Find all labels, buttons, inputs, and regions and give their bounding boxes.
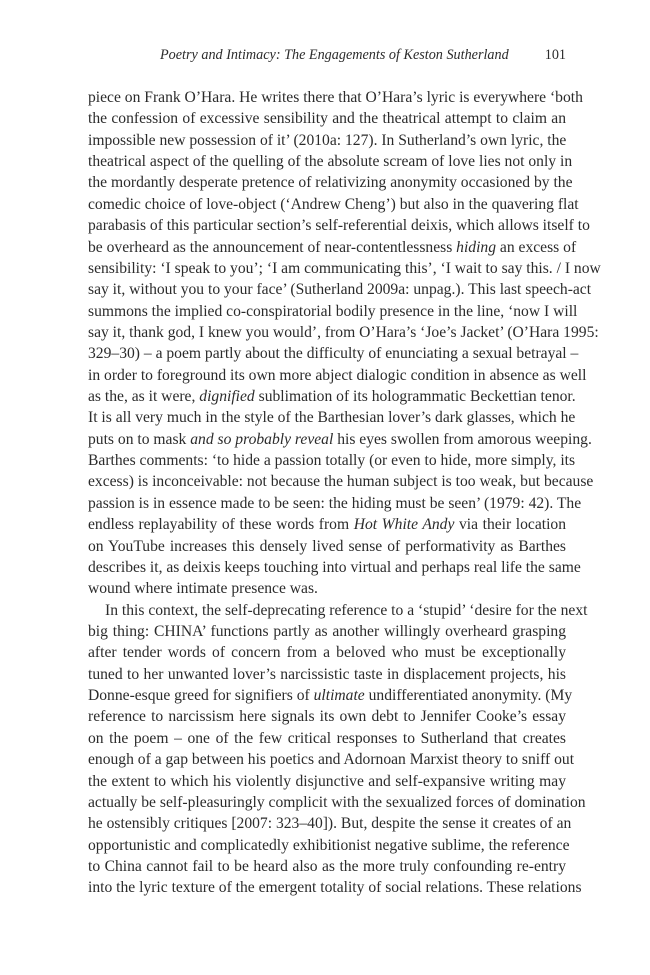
text-line (88, 621, 566, 642)
text-segment: on YouTube increases this densely lived sense of performativity as Barthes (88, 537, 566, 555)
text-line (88, 514, 566, 535)
text-line (88, 600, 588, 621)
text-line (88, 279, 592, 300)
text-segment: his eyes swollen from amorous weeping. (333, 430, 592, 448)
text-line (88, 877, 582, 898)
text-line (88, 792, 586, 813)
text-line (88, 322, 599, 343)
text-segment: be overheard as the announcement of near-contentlessness (88, 238, 457, 256)
text-segment: endless replayability of these words from (88, 516, 354, 534)
text-segment: into the lyric texture of the emergent totality of social relations. These relations (88, 879, 582, 897)
body-text (88, 87, 601, 899)
text-line (88, 685, 573, 706)
text-segment: actually be self-pleasuringly complicit with the sexualized forces of domination (88, 793, 586, 811)
text-line (88, 856, 566, 877)
text-segment: on the poem – one of the few critical responses to Sutherland that creates (88, 729, 566, 747)
running-head (88, 44, 566, 66)
text-segment: enough of a gap between his poetics and Adornoan Marxist theory to sniff out (88, 751, 575, 769)
text-segment: puts on to mask (88, 430, 191, 448)
italic-text: ultimate (313, 687, 365, 705)
italic-text: hiding (456, 238, 497, 256)
italic-text: dignified (199, 388, 255, 406)
page-number: 101 (544, 47, 566, 63)
text-line (88, 365, 587, 386)
text-line (88, 706, 566, 727)
text-segment: excess) is inconceivable: not because the human subject is too weak, but because (88, 473, 594, 491)
text-line (88, 130, 566, 151)
text-segment: say it, without you to your face’ (Sutherland 2009a: unpag.). This last speech-act (88, 281, 592, 299)
text-line (88, 151, 573, 172)
text-segment: the confession of excessive sensibility and the theatrical attempt to claim an (88, 110, 566, 128)
text-segment: tuned to her unwanted lover’s narcissistic taste in displacement projects, his (88, 665, 566, 683)
text-segment: the mordantly desperate pretence of relativizing anonymity occasioned by the (88, 174, 573, 192)
text-line (88, 835, 570, 856)
text-line (88, 450, 576, 471)
text-line (88, 749, 575, 770)
text-line (88, 536, 566, 557)
text-line (88, 194, 579, 215)
text-segment: as the, as it were, (88, 388, 200, 406)
text-line (88, 493, 582, 514)
text-segment: passion is in essence made to be seen: the hiding must be seen’ (1979: 42). The (88, 494, 582, 512)
text-line (88, 642, 566, 663)
text-line (88, 429, 592, 450)
text-segment: sensibility: ‘I speak to you’; ‘I am communicating this’, ‘I wait to say this. / I now (88, 259, 601, 277)
text-line (88, 771, 566, 792)
text-segment: big thing: CHINA’ functions partly as another willingly overheard grasping (88, 622, 566, 640)
text-segment: an excess of (496, 238, 577, 256)
text-line (88, 87, 583, 108)
text-segment: via their location (454, 516, 567, 534)
text-segment: say it, thank god, I knew you would’, from O’Hara’s ‘Joe’s Jacket’ (O’Hara 1995: (88, 323, 599, 341)
text-line (88, 215, 590, 236)
text-segment: he ostensibly critiques [2007: 323–40]). But, despite the sense it creates of an (88, 815, 572, 833)
text-segment: piece on Frank O’Hara. He writes there that O’Hara’s lyric is everywhere ‘both (88, 89, 583, 106)
text-segment: In this context, the self-deprecating reference to a ‘stupid’ ‘desire for the next (105, 601, 588, 619)
text-line (88, 578, 566, 599)
text-line (88, 407, 576, 428)
text-segment: It is all very much in the style of the Barthesian lover’s dark glasses, which he (88, 409, 576, 427)
text-segment: comedic choice of love-object (‘Andrew Cheng’) but also in the quavering flat (88, 195, 579, 213)
text-segment: sublimation of its hologrammatic Beckettian tenor. (254, 388, 576, 406)
text-line (88, 172, 573, 193)
text-segment: describes it, as deixis keeps touching into virtual and perhaps real life the same (88, 558, 581, 576)
text-segment: reference to narcissism here signals its own debt to Jennifer Cooke’s essay (88, 708, 566, 726)
text-segment: 329–30) – a poem partly about the difficulty of enunciating a sexual betrayal – (88, 345, 579, 363)
text-line (88, 386, 576, 407)
text-line (88, 813, 572, 834)
text-line (88, 258, 601, 279)
text-line (88, 343, 579, 364)
text-line (88, 108, 566, 129)
text-segment: undifferentiated anonymity. (My (364, 687, 573, 705)
text-line (88, 471, 594, 492)
text-segment: wound where intimate presence was. (88, 580, 318, 598)
text-segment: theatrical aspect of the quelling of the absolute scream of love lies not only in (88, 153, 573, 171)
text-line (88, 237, 577, 258)
text-segment: to China cannot fail to be heard also as the more truly confounding re-entry (88, 857, 566, 875)
text-segment: opportunistic and complicatedly exhibitionist negative sublime, the reference (88, 836, 570, 854)
italic-text: and so probably reveal (190, 430, 334, 448)
text-segment: after tender words of concern from a beloved who must be exceptionally (88, 644, 566, 662)
text-segment: Donne-esque greed for signifiers of (88, 687, 314, 705)
text-line (88, 557, 581, 578)
running-head-title: Poetry and Intimacy: The Engagements of Keston Sutherland (160, 47, 509, 63)
text-line (88, 664, 566, 685)
text-segment: impossible new possession of it’ (2010a: 127). In Sutherland’s own lyric, the (88, 131, 567, 149)
text-line (88, 301, 578, 322)
text-segment: the extent to which his violently disjunctive and self-expansive writing may (88, 772, 566, 790)
text-segment: Barthes comments: ‘to hide a passion totally (or even to hide, more simply, its (88, 452, 576, 470)
italic-text: Hot White Andy (353, 516, 455, 534)
text-segment: in order to foreground its own more abject dialogic condition in absence as well (88, 366, 587, 384)
text-segment: parabasis of this particular section’s self-referential deixis, which allows itself to (88, 217, 590, 235)
text-segment: summons the implied co-conspiratorial bodily presence in the line, ‘now I will (88, 302, 578, 320)
text-line (88, 728, 566, 749)
